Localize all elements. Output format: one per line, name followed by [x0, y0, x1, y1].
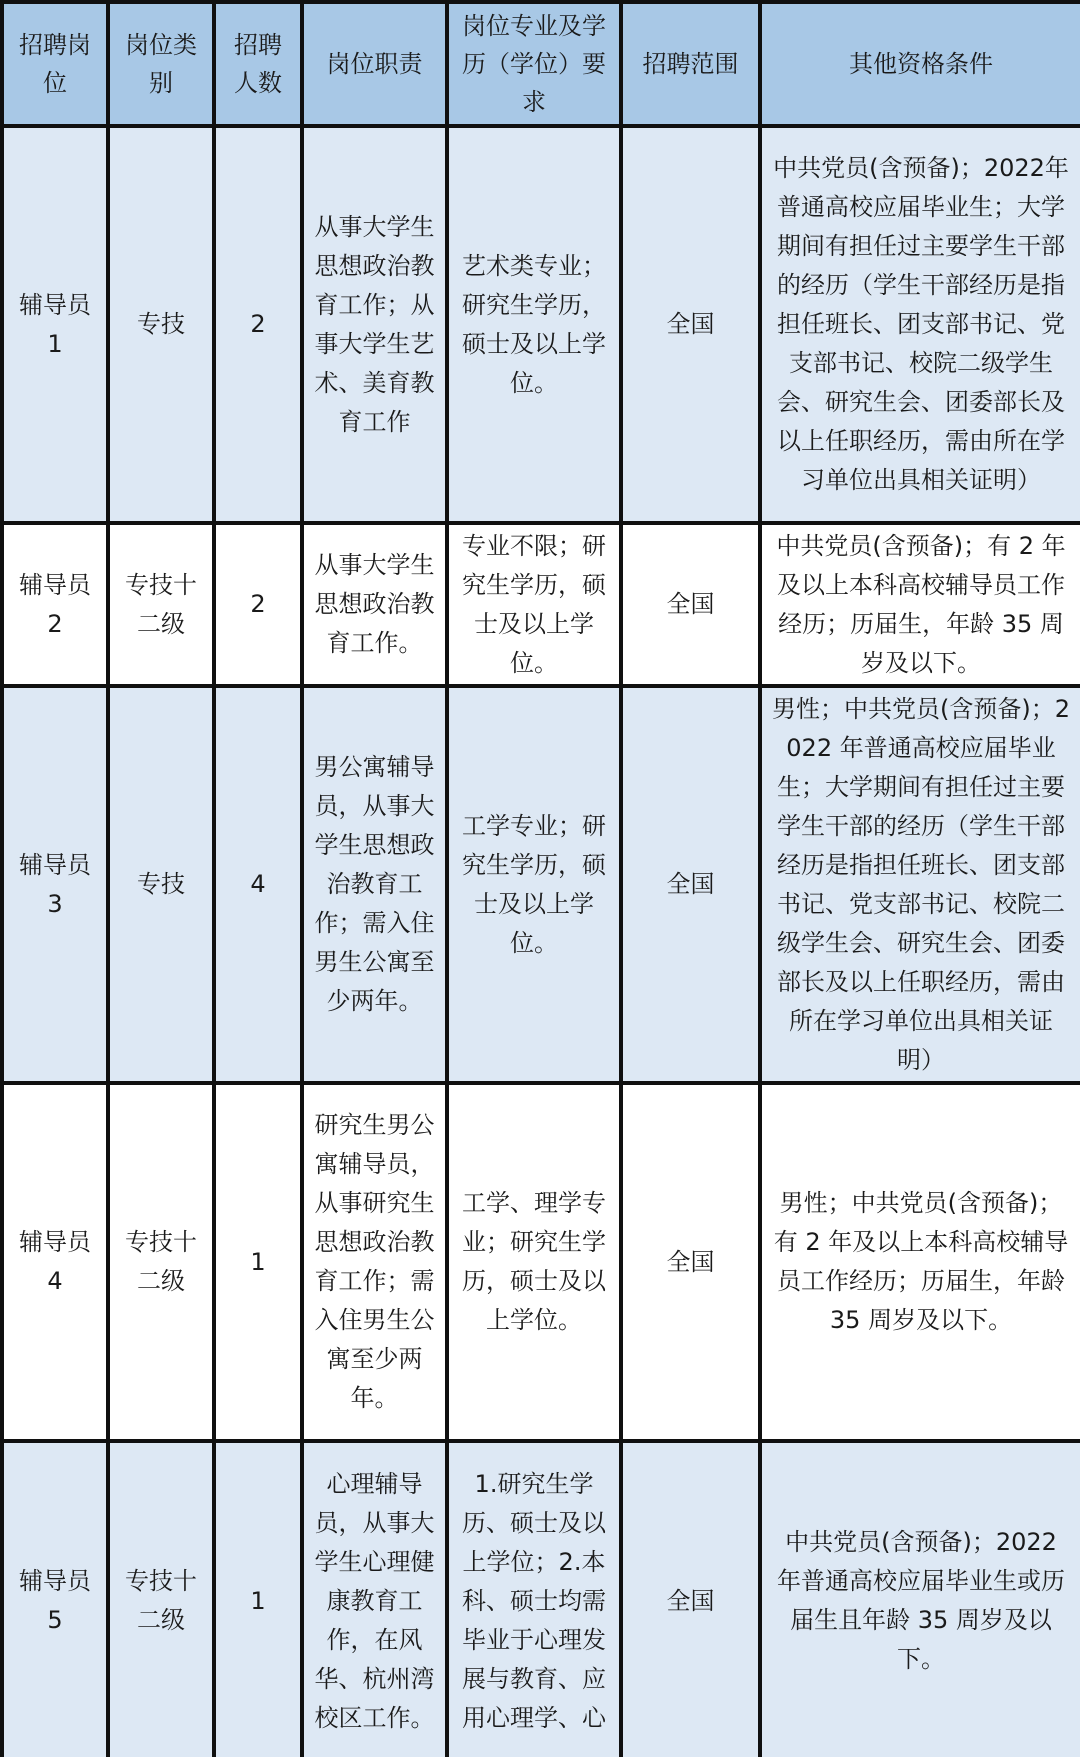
- header-major: 岗位专业及学历（学位）要求: [447, 2, 621, 126]
- table-row: [2, 1083, 1080, 1441]
- cell-requirements: 中共党员(含预备)；2022年普通高校应届毕业生；大学期间有担任过主要学生干部的经历（学生干部经历是指担任班长、团支部书记、党支部书记、校院二级学生会、研究生会、团委部长及以上任职经历，需由所在学习单位出具相关证明）: [760, 126, 1080, 523]
- cell-scope: 全国: [621, 686, 760, 1083]
- header-scope: 招聘范围: [621, 2, 760, 126]
- cell-category: 专技十二级: [108, 523, 214, 686]
- cell-position: 辅导员 5: [2, 1441, 108, 1757]
- cell-position: 辅导员 3: [2, 686, 108, 1083]
- cell-category: 专技十二级: [108, 1441, 214, 1757]
- cell-category: 专技: [108, 126, 214, 523]
- cell-scope: 全国: [621, 523, 760, 686]
- cell-major: 工学、理学专业；研究生学历，硕士及以上学位。: [447, 1083, 621, 1441]
- cell-major: 工学专业；研究生学历，硕士及以上学位。: [447, 686, 621, 1083]
- cell-count: 1: [214, 1441, 302, 1757]
- cell-major: 艺术类专业；研究生学历，硕士及以上学位。: [447, 126, 621, 523]
- cell-position: 辅导员 4: [2, 1083, 108, 1441]
- cell-requirements: 男性；中共党员(含预备)；2022 年普通高校应届毕业生；大学期间有担任过主要学生干部的经历（学生干部经历是指担任班长、团支部书记、党支部书记、校院二级学生会、研究生会、团委部长及以上任职经历，需由所在学习单位出具相关证明）: [760, 686, 1080, 1083]
- cell-count: 2: [214, 523, 302, 686]
- header-duty: 岗位职责: [302, 2, 447, 126]
- table-header-row: [2, 2, 1080, 126]
- cell-requirements: 中共党员(含预备)；2022 年普通高校应届毕业生或历届生且年龄 35 周岁及以下。: [760, 1441, 1080, 1757]
- cell-count: 2: [214, 126, 302, 523]
- cell-count: 4: [214, 686, 302, 1083]
- cell-duty: 研究生男公寓辅导员，从事研究生思想政治教育工作；需入住男生公寓至少两年。: [302, 1083, 447, 1441]
- table-row: [2, 126, 1080, 523]
- cell-requirements: 中共党员(含预备)；有 2 年及以上本科高校辅导员工作经历；历届生，年龄 35 周岁及以下。: [760, 523, 1080, 686]
- cell-position: 辅导员 1: [2, 126, 108, 523]
- cell-scope: 全国: [621, 1083, 760, 1441]
- table-row: [2, 523, 1080, 686]
- cell-scope: 全国: [621, 126, 760, 523]
- cell-requirements: 男性；中共党员(含预备)；有 2 年及以上本科高校辅导员工作经历；历届生，年龄 35 周岁及以下。: [760, 1083, 1080, 1441]
- header-requirements: 其他资格条件: [760, 2, 1080, 126]
- header-count: 招聘人数: [214, 2, 302, 126]
- header-category: 岗位类别: [108, 2, 214, 126]
- cell-duty: 从事大学生思想政治教育工作；从事大学生艺术、美育教育工作: [302, 126, 447, 523]
- cell-count: 1: [214, 1083, 302, 1441]
- cell-scope: 全国: [621, 1441, 760, 1757]
- cell-position: 辅导员 2: [2, 523, 108, 686]
- header-position: 招聘岗位: [2, 2, 108, 126]
- cell-major: 1.研究生学历、硕士及以上学位；2.本科、硕士均需毕业于心理发展与教育、应用心理学、心: [447, 1441, 621, 1757]
- cell-category: 专技: [108, 686, 214, 1083]
- cell-duty: 男公寓辅导员，从事大学生思想政治教育工作；需入住男生公寓至少两年。: [302, 686, 447, 1083]
- cell-category: 专技十二级: [108, 1083, 214, 1441]
- table-row: [2, 686, 1080, 1083]
- cell-duty: 从事大学生思想政治教育工作。: [302, 523, 447, 686]
- cell-major: 专业不限；研究生学历，硕士及以上学位。: [447, 523, 621, 686]
- cell-duty: 心理辅导员，从事大学生心理健康教育工作，在风华、杭州湾校区工作。: [302, 1441, 447, 1757]
- table-row: [2, 1441, 1080, 1757]
